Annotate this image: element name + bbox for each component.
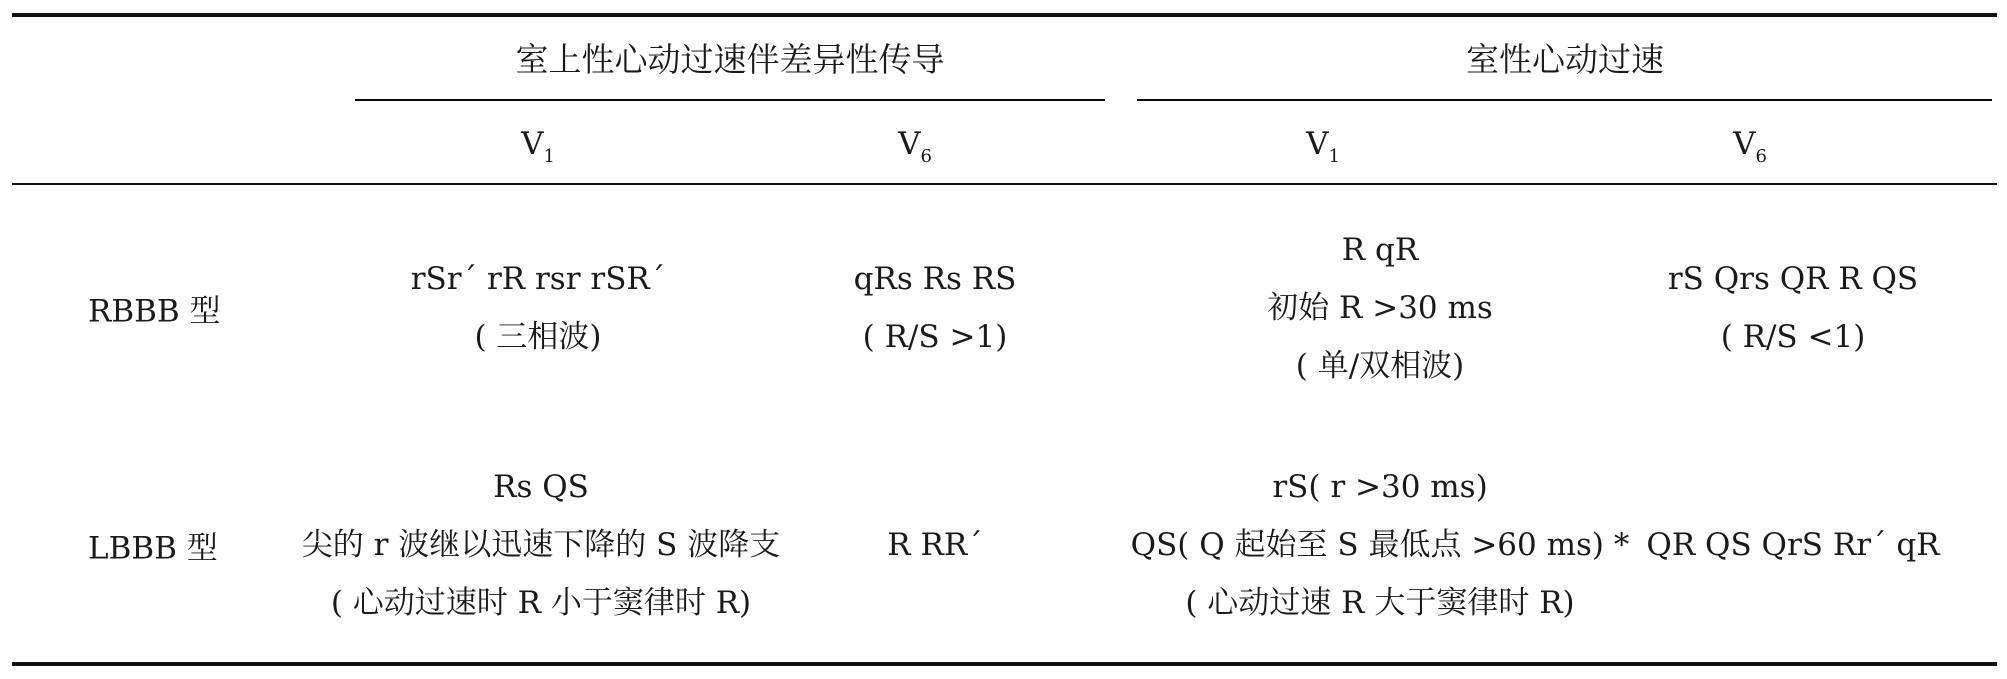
cell-lbbb-vt-v1 <box>1131 458 1630 632</box>
cell-line: R RR´ <box>887 527 983 563</box>
cell-line: ( R/S <1) <box>1720 319 1866 355</box>
cell-line: rS( r >30 ms) <box>1272 469 1488 505</box>
group-header-vt: 室性心动过速 <box>1466 40 1664 79</box>
cell-line: 初始 R >30 ms <box>1267 290 1493 326</box>
cell-rbbb-svt-v1 <box>411 250 666 366</box>
top-rule <box>12 13 1997 17</box>
cell-line: rS Qrs QR R QS <box>1667 261 1919 297</box>
cell-lbbb-vt-v6 <box>1646 516 1939 574</box>
group-underline-svt <box>355 99 1105 101</box>
cell-line: QS( Q 起始至 S 最低点 >60 ms) * <box>1130 527 1630 563</box>
cell-line: rSr´ rR rsr rSR´ <box>410 261 666 297</box>
row-label-lbbb: LBBB 型 <box>88 530 218 567</box>
cell-line: ( 心动过速时 R 小于窦律时 R) <box>330 585 752 621</box>
cell-line: ( R/S >1) <box>862 319 1008 355</box>
cell-lbbb-svt-v6 <box>887 516 982 574</box>
cell-rbbb-svt-v6 <box>854 250 1017 366</box>
cell-line: Rs QS <box>493 469 589 505</box>
row-label-rbbb: RBBB 型 <box>88 293 221 330</box>
cell-rbbb-vt-v6 <box>1668 250 1918 366</box>
bottom-rule <box>12 662 1997 666</box>
lead-header-svt-v1: $V_1$ <box>521 126 555 167</box>
group-underline-vt <box>1137 99 1992 101</box>
header-bottom-rule <box>12 183 1997 185</box>
lead-header-svt-v6: $V_6$ <box>898 126 932 167</box>
cell-line: ( 单/双相波) <box>1295 348 1465 384</box>
cell-lbbb-svt-v1 <box>302 458 780 632</box>
cell-rbbb-vt-v1 <box>1267 221 1493 395</box>
cell-line: R qR <box>1341 232 1419 268</box>
cell-line: qRs Rs RS <box>853 261 1017 297</box>
cell-line: ( 三相波) <box>474 319 602 355</box>
group-header-svt-aberrant: 室上性心动过速伴差异性传导 <box>515 40 945 79</box>
cell-line: QR QS QrS Rr´ qR <box>1646 527 1940 563</box>
cell-line: 尖的 r 波继以迅速下降的 S 波降支 <box>301 527 781 563</box>
lead-header-vt-v6: $V_6$ <box>1733 126 1767 167</box>
cell-line: ( 心动过速 R 大于窦律时 R) <box>1185 585 1575 621</box>
lead-header-vt-v1: $V_1$ <box>1306 126 1340 167</box>
